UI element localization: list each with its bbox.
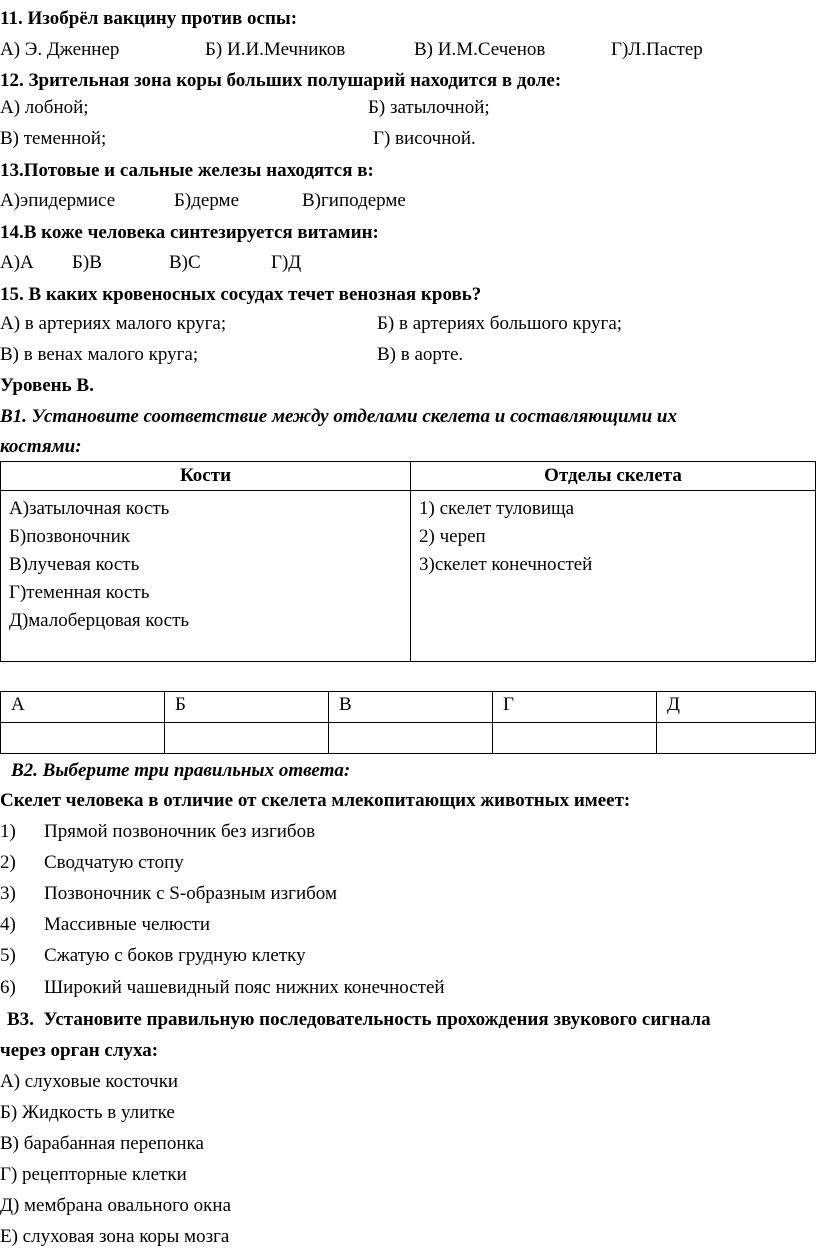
b3-title-line1: В3. Установите правильную последовательность прохождения звукового сигнала bbox=[7, 1009, 711, 1030]
answer-cell-b[interactable] bbox=[165, 723, 329, 754]
q13-options bbox=[0, 190, 816, 212]
q14-option-b: Б)В bbox=[72, 252, 102, 273]
b1-section-3: 3)скелет конечностей bbox=[419, 554, 593, 575]
b2-title: В2. Выберите три правильных ответа: bbox=[11, 760, 351, 781]
answer-header-c: В bbox=[329, 692, 493, 723]
q12-options-row1 bbox=[0, 97, 816, 119]
q12-option-c: В) теменной; bbox=[0, 128, 107, 149]
level-heading: Уровень В. bbox=[0, 375, 94, 396]
answer-cell-e[interactable] bbox=[657, 723, 816, 754]
q15-option-b: Б) в артериях большого круга; bbox=[377, 313, 623, 334]
b1-sections-cell bbox=[411, 491, 816, 662]
b1-matching-table bbox=[0, 461, 816, 662]
answer-cell-a[interactable] bbox=[1, 723, 165, 754]
q13-option-c: В)гиподерме bbox=[302, 190, 406, 211]
b2-item-text: Широкий чашевидный пояс нижних конечностей bbox=[44, 977, 445, 998]
b1-header-sections: Отделы скелета bbox=[411, 462, 816, 491]
q15-option-c: В) в венах малого круга; bbox=[0, 344, 199, 365]
b1-section-2: 2) череп bbox=[419, 526, 486, 547]
b3-title-text: Установите правильную последовательность прохождения звукового сигнала bbox=[43, 1009, 711, 1030]
b3-item: А) слуховые косточки bbox=[0, 1071, 179, 1092]
b1-header-bones: Кости bbox=[1, 462, 411, 491]
q11-option-b: Б) И.И.Мечников bbox=[205, 39, 346, 60]
b3-item: Д) мембрана овального окна bbox=[0, 1195, 232, 1216]
q15-options-row2 bbox=[0, 344, 816, 366]
b3-title-line2: через орган слуха: bbox=[0, 1040, 159, 1061]
b2-item bbox=[0, 883, 816, 905]
b2-item-number: 4) bbox=[0, 914, 16, 935]
b2-item bbox=[0, 852, 816, 874]
b3-item: Г) рецепторные клетки bbox=[0, 1164, 187, 1185]
q13-title: 13.Потовые и сальные железы находятся в: bbox=[0, 160, 374, 181]
b2-item-text: Прямой позвоночник без изгибов bbox=[44, 821, 316, 842]
b2-item-number: 1) bbox=[0, 821, 16, 842]
q12-option-a: А) лобной; bbox=[0, 97, 89, 118]
answer-header-d: Г bbox=[493, 692, 657, 723]
q14-title: 14.В коже человека синтезируется витамин: bbox=[0, 222, 379, 243]
q12-option-b: Б) затылочной; bbox=[368, 97, 490, 118]
q15-title: 15. В каких кровеносных сосудах течет венозная кровь? bbox=[0, 284, 482, 305]
b2-question: Скелет человека в отличие от скелета млекопитающих животных имеет: bbox=[0, 790, 631, 811]
b2-item-text: Позвоночник с S-образным изгибом bbox=[44, 883, 337, 904]
q13-option-a: А)эпидермисе bbox=[0, 190, 116, 211]
b1-bone-d: Г)теменная кость bbox=[9, 582, 150, 603]
b1-answer-table bbox=[0, 691, 816, 754]
answer-header-a: А bbox=[1, 692, 165, 723]
b2-item bbox=[0, 977, 816, 999]
q15-option-a: А) в артериях малого круга; bbox=[0, 313, 227, 334]
q12-title: 12. Зрительная зона коры больших полушарий находится в доле: bbox=[0, 70, 562, 91]
b3-label: В3 bbox=[7, 1009, 30, 1030]
q11-option-a: А) Э. Дженнер bbox=[0, 39, 120, 60]
b3-item: В) барабанная перепонка bbox=[0, 1133, 204, 1154]
b2-item-number: 3) bbox=[0, 883, 16, 904]
b1-title-line1: В1. Установите соответствие между отделами скелета и составляющими их bbox=[0, 406, 677, 427]
b1-bone-a: А)затылочная кость bbox=[9, 498, 170, 519]
q11-options bbox=[0, 39, 816, 61]
b2-item bbox=[0, 821, 816, 843]
b1-bone-c: В)лучевая кость bbox=[9, 554, 140, 575]
q12-options-row2 bbox=[0, 128, 816, 150]
answer-cell-d[interactable] bbox=[493, 723, 657, 754]
q15-options-row1 bbox=[0, 313, 816, 335]
b1-section-1: 1) скелет туловища bbox=[419, 498, 575, 519]
b1-bone-e: Д)малоберцовая кость bbox=[9, 610, 190, 631]
q14-option-d: Г)Д bbox=[271, 252, 302, 273]
q12-option-d: Г) височной. bbox=[373, 128, 476, 149]
q11-title: 11. Изобрёл вакцину против оспы: bbox=[0, 8, 298, 29]
b1-bones-cell bbox=[1, 491, 411, 662]
b2-item-number: 2) bbox=[0, 852, 16, 873]
q11-option-d: Г)Л.Пастер bbox=[611, 39, 703, 60]
q15-option-d: В) в аорте. bbox=[377, 344, 464, 365]
b1-bone-b: Б)позвоночник bbox=[9, 526, 131, 547]
b3-item: Е) слуховая зона коры мозга bbox=[0, 1226, 230, 1247]
q13-option-b: Б)дерме bbox=[174, 190, 240, 211]
b2-item bbox=[0, 914, 816, 936]
b2-item-text: Сжатую с боков грудную клетку bbox=[44, 945, 306, 966]
answer-header-b: Б bbox=[165, 692, 329, 723]
b2-item-number: 6) bbox=[0, 977, 16, 998]
b2-item-text: Массивные челюсти bbox=[44, 914, 211, 935]
answer-cell-c[interactable] bbox=[329, 723, 493, 754]
b2-item-number: 5) bbox=[0, 945, 16, 966]
q14-option-c: В)С bbox=[169, 252, 201, 273]
q11-option-c: В) И.М.Сеченов bbox=[414, 39, 546, 60]
b3-item: Б) Жидкость в улитке bbox=[0, 1102, 175, 1123]
b1-title-line2: костями: bbox=[0, 436, 82, 457]
b2-item-text: Сводчатую стопу bbox=[44, 852, 184, 873]
b2-item bbox=[0, 945, 816, 967]
q14-options bbox=[0, 252, 816, 274]
answer-header-e: Д bbox=[657, 692, 816, 723]
q14-option-a: А)А bbox=[0, 252, 34, 273]
